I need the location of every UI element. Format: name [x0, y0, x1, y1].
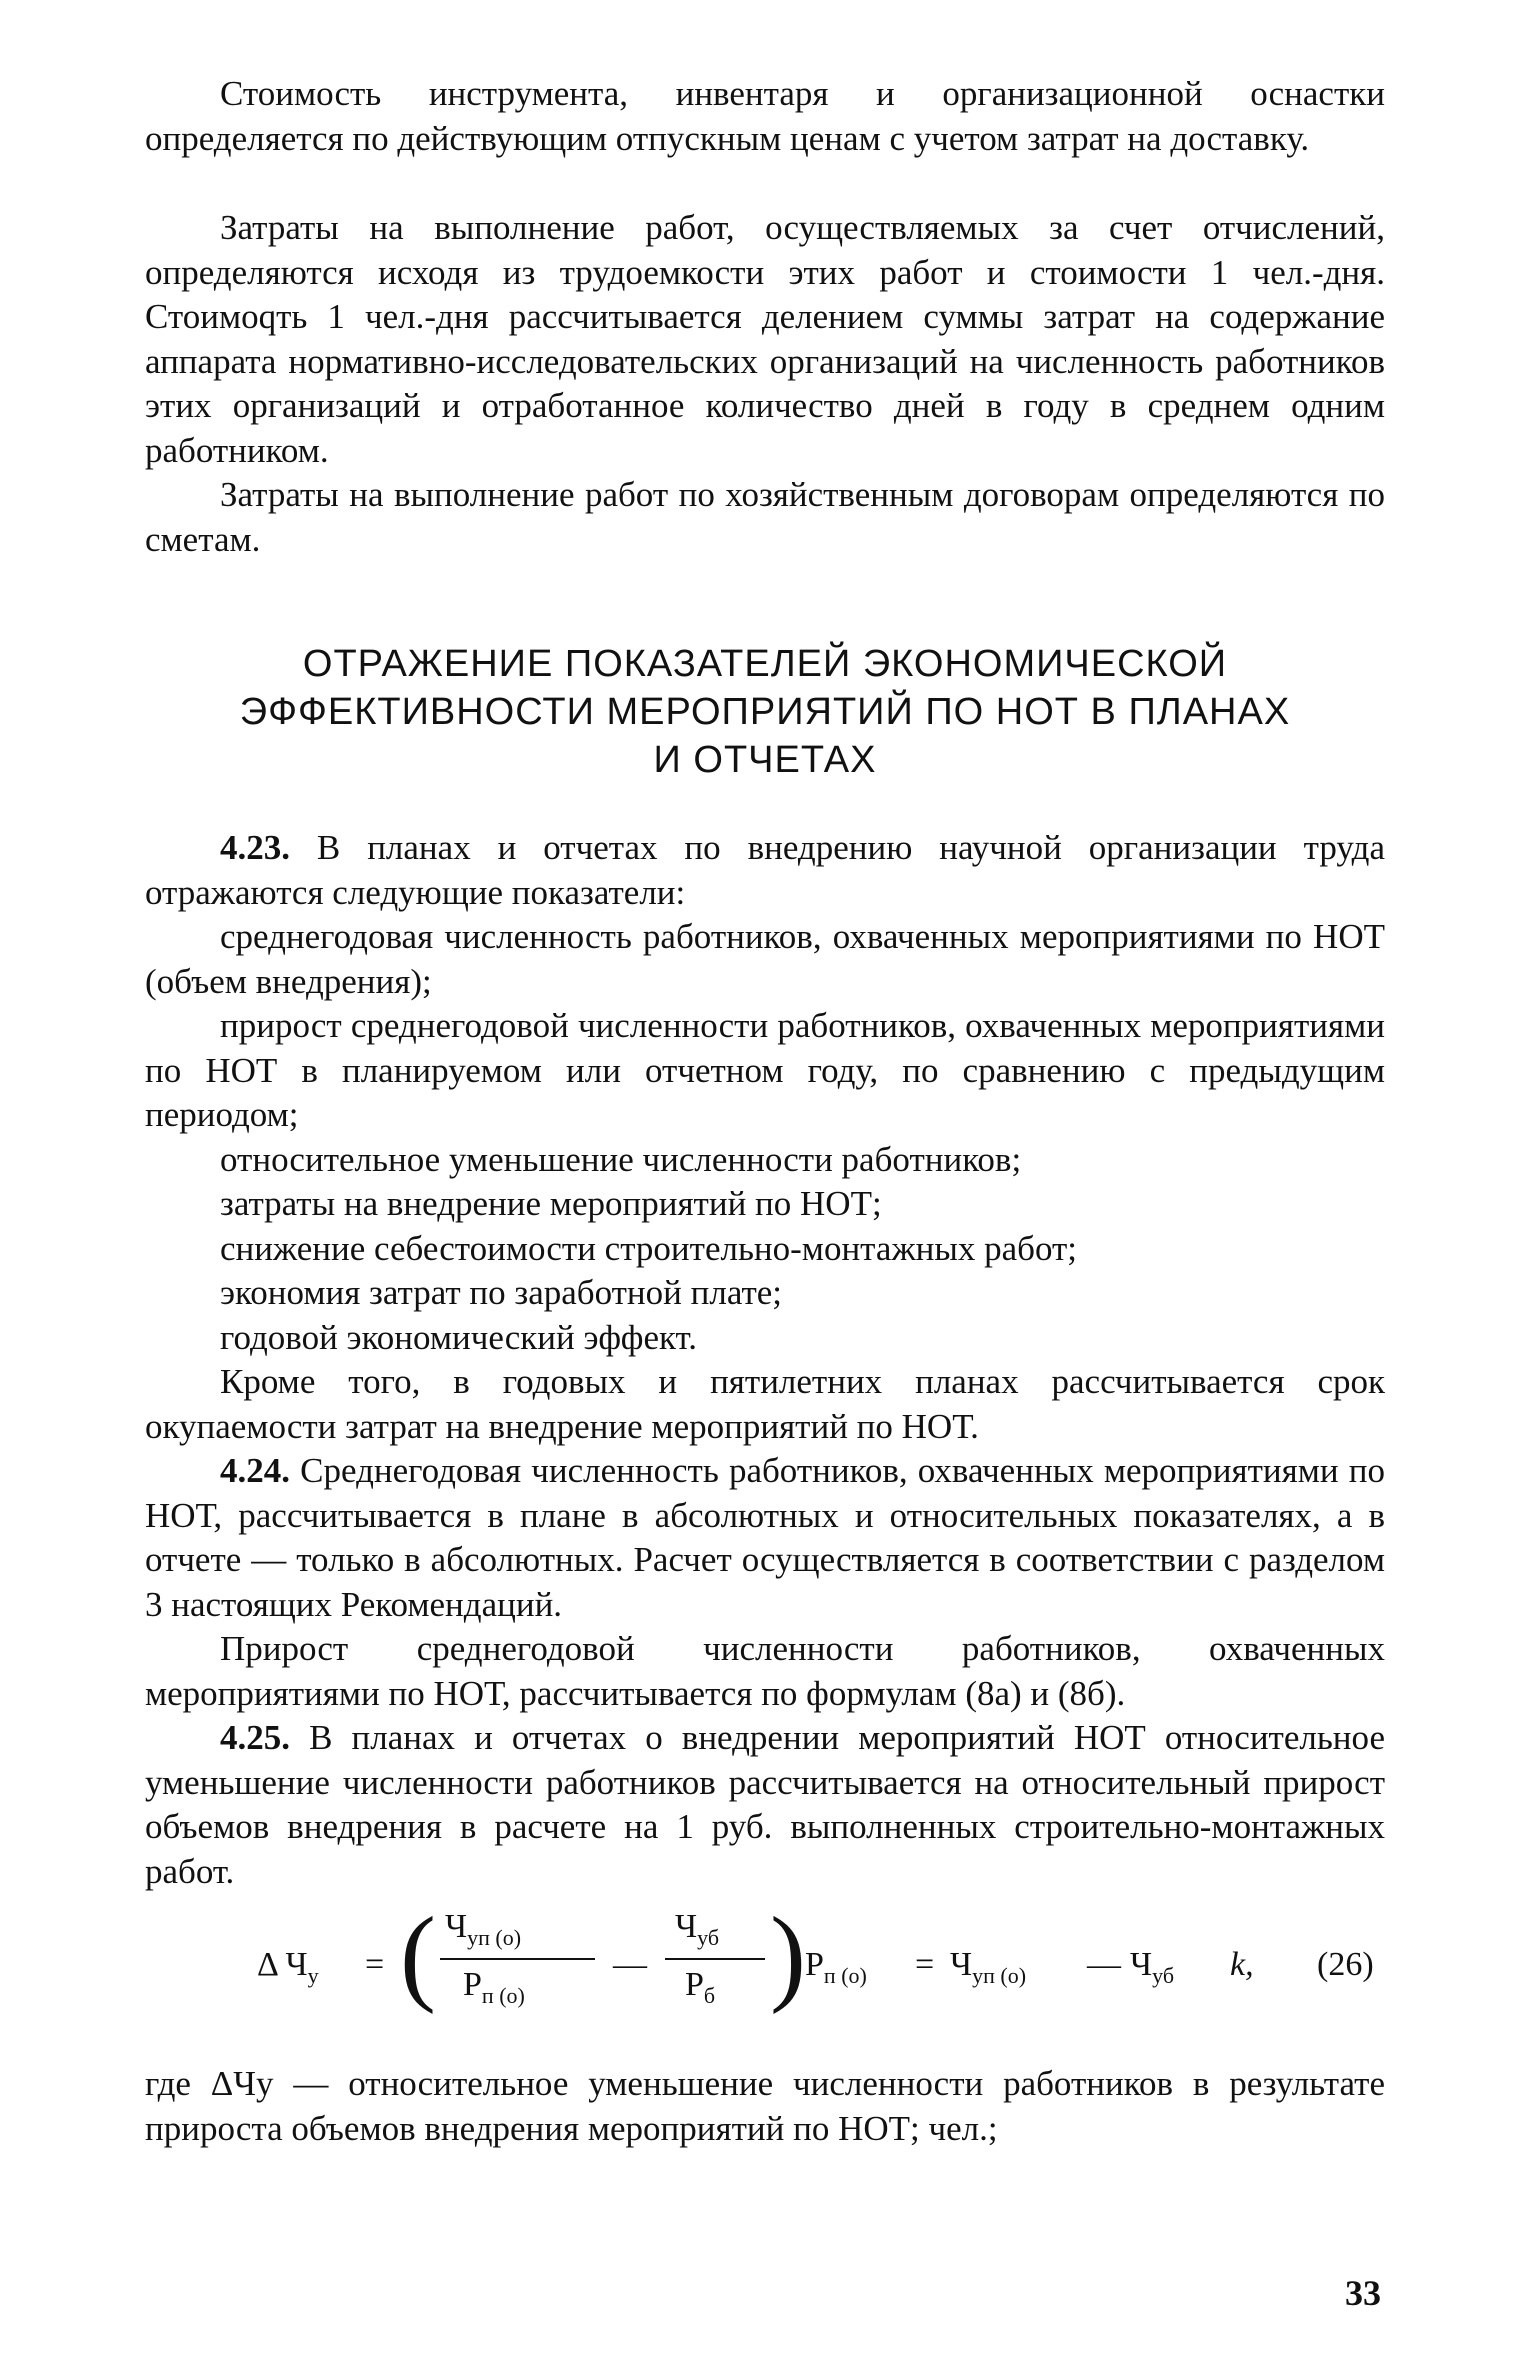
heading-line-3: И ОТЧЕТАХ [653, 739, 877, 781]
fraction-1-numerator: $Ч_{уп (о)}$ [445, 1908, 522, 1950]
formula-equals-2: = [915, 1946, 935, 1983]
fraction-2-numerator: $Ч_{уб}$ [675, 1908, 720, 1950]
formula-c2: $Ч_{уб}$ [1130, 1946, 1175, 1988]
heading-line-2: ЭФФЕКТИВНОСТИ МЕРОПРИЯТИЙ ПО НОТ В ПЛАНАХ [239, 691, 1291, 733]
clause-text: В планах и отчетах о внедрении мероприятий НОТ относительное уменьшение численности работников рассчитывается на относительный прирост объемов внедрения в расчете на 1 руб. выполненных строительно-монтажных работ. [145, 1718, 1385, 1891]
formula-p: $Р_{п (о)}$ [805, 1946, 867, 1988]
fraction-1-bar [440, 1958, 595, 1960]
list-item: годовой экономический эффект. [220, 1318, 697, 1357]
section-heading [145, 640, 1385, 784]
formula-equals: = [365, 1946, 385, 1983]
fraction-1-denominator: $Р_{п (о)}$ [463, 1966, 525, 2008]
paragraph-4-24 [145, 1449, 1385, 1627]
list-item: среднегодовая численность работников, охваченных мероприятиями по НОТ (объем внедрения); [145, 917, 1385, 1001]
paragraph-tool-cost: Стоимость инструмента, инвентаря и организационной оснастки определяется по действующим отпускным ценам с учетом затрат на доставку. [145, 74, 1385, 158]
paragraph-growth: Прирост среднегодовой численности работников, охваченных мероприятиями по НОТ, рассчитывается по формулам (8а) и (8б). [145, 1629, 1385, 1713]
list-item: экономия затрат по заработной плате; [220, 1273, 782, 1312]
list-item: затраты на внедрение мероприятий по НОТ; [220, 1184, 882, 1223]
list-item: снижение себестоимости строительно-монтажных работ; [220, 1229, 1078, 1268]
formula-c1: $Ч_{уп (о)}$ [950, 1946, 1027, 1988]
clause-number: 4.24. [220, 1451, 290, 1490]
formula-lhs: Δ $Ч_у$ [257, 1946, 319, 1988]
clause-number: 4.23. [220, 828, 290, 867]
list-item: относительное уменьшение численности работников; [220, 1140, 1022, 1179]
paragraph-where: где ΔЧу — относительное уменьшение численности работников в результате прироста объемов внедрения мероприятий по НОТ; чел.; [145, 2064, 1385, 2148]
right-paren: ) [770, 1896, 806, 2015]
clause-text: В планах и отчетах по внедрению научной организации труда отражаются следующие показатели: [145, 828, 1385, 912]
heading-line-1: ОТРАЖЕНИЕ ПОКАЗАТЕЛЕЙ ЭКОНОМИЧЕСКОЙ [302, 643, 1228, 685]
formula-minus-2: — [1087, 1946, 1121, 1983]
formula-26 [145, 1896, 1385, 2028]
clause-number: 4.25. [220, 1718, 290, 1757]
fraction-2-bar [665, 1958, 765, 1960]
formula-k: k, [1230, 1946, 1254, 1983]
list-item: прирост среднегодовой численности работников, охваченных мероприятиями по НОТ в планируемом или отчетном году, по сравнению с предыдущим периодом; [145, 1006, 1385, 1134]
paragraph-labor-cost: Затраты на выполнение работ, осуществляемых за счет отчислений, определяются исходя из трудоемкости этих работ и стоимости 1 чел.-дня. Стоимоqть 1 чел.-дня рассчитывается делением суммы затрат на содержание аппарата нормативно-исследовательских организаций на численность работников этих организаций и отработанное количество дней в году в среднем одним работником. [145, 208, 1385, 470]
paragraph-contracts: Затраты на выполнение работ по хозяйственным договорам определяются по сметам. [145, 475, 1385, 559]
paragraph-4-25 [145, 1716, 1385, 1894]
left-paren: ( [400, 1896, 436, 2015]
formula-label: (26) [1317, 1946, 1374, 1983]
paragraph-4-23 [145, 826, 1385, 915]
formula-minus: — [613, 1946, 647, 1983]
page-number: 33 [1345, 2273, 1381, 2313]
fraction-2-denominator: $Р_б$ [685, 1966, 716, 2008]
clause-text: Среднегодовая численность работников, охваченных мероприятиями по НОТ, рассчитывается в плане в абсолютных и относительных показателях, а в отчете — только в абсолютных. Расчет осуществляется в соответствии с разделом 3 настоящих Рекомендаций. [145, 1451, 1385, 1624]
paragraph-payback: Кроме того, в годовых и пятилетних планах рассчитывается срок окупаемости затрат на внедрение мероприятий по НОТ. [145, 1362, 1385, 1446]
